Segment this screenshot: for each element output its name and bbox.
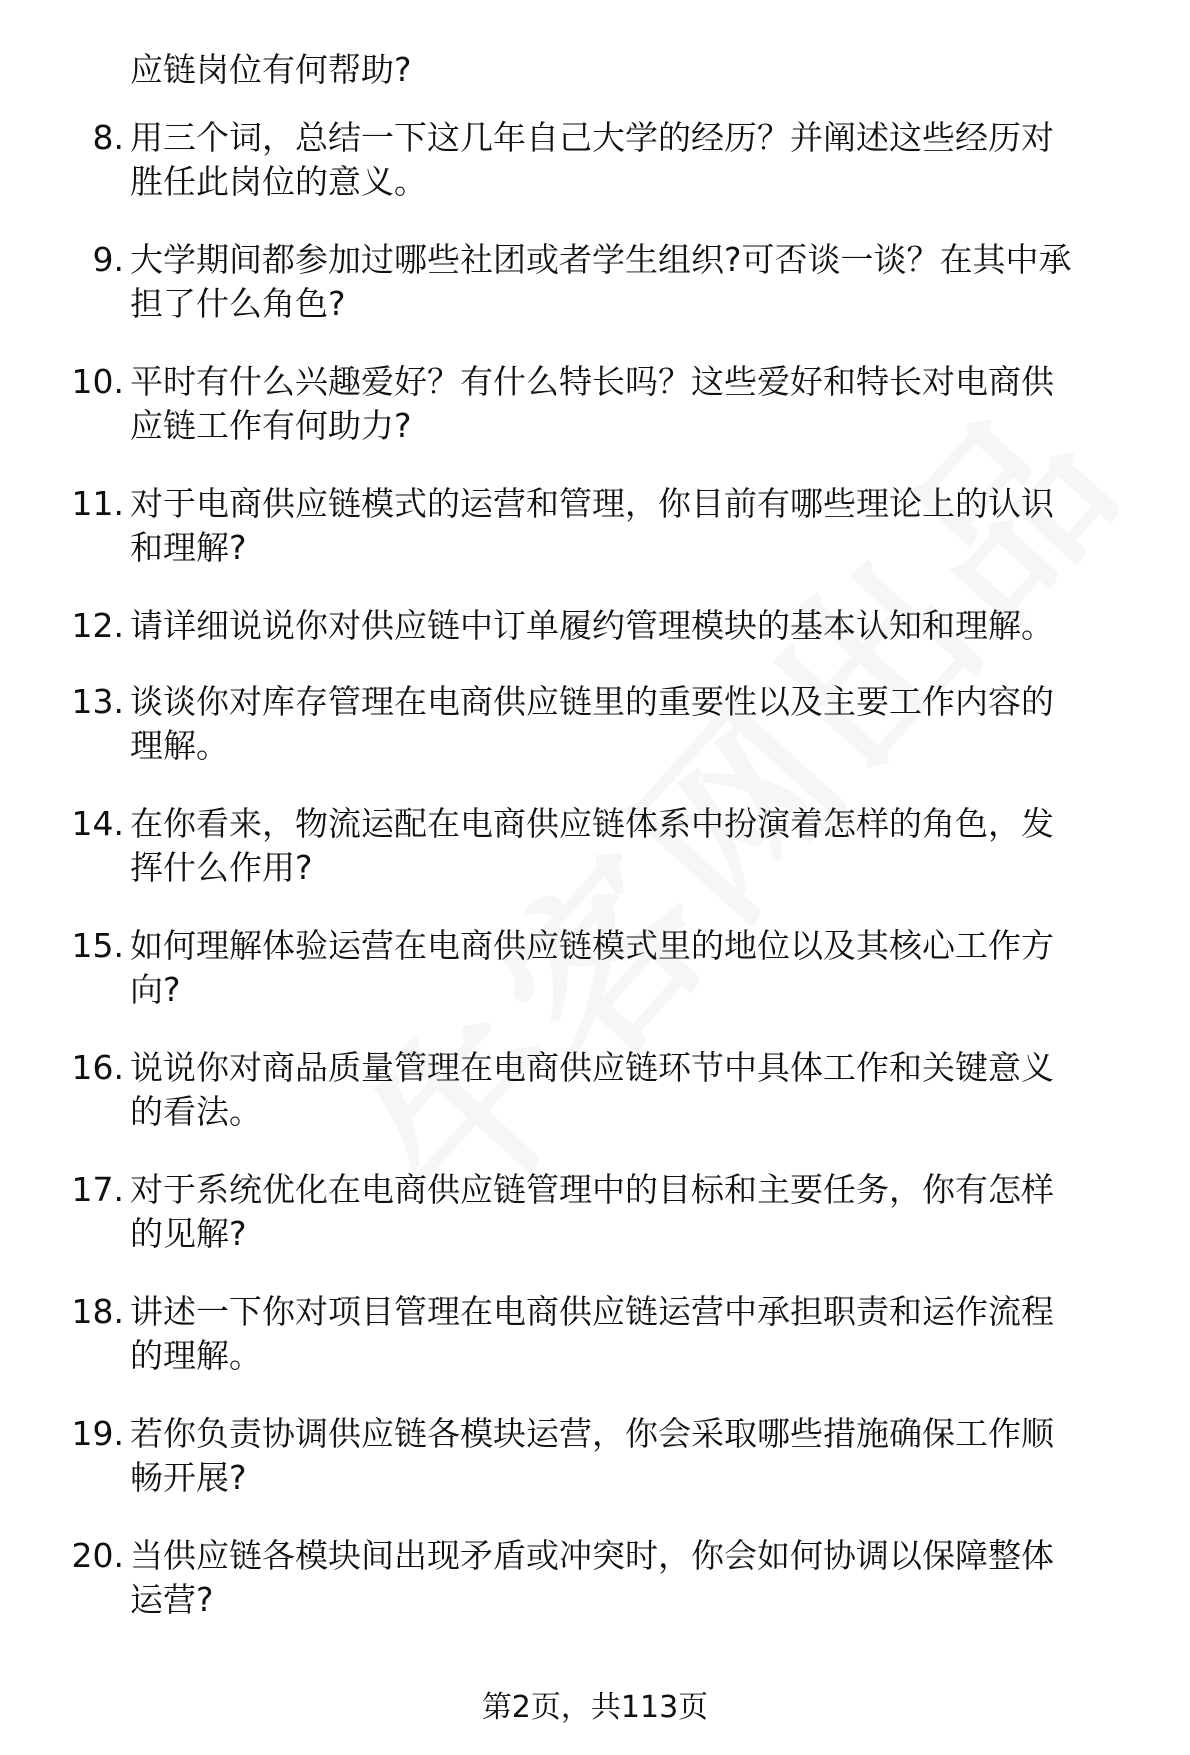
question-number: 8. <box>92 118 124 157</box>
question-number: 9. <box>92 240 124 279</box>
question-text <box>130 1168 1170 1256</box>
question-line: 应链工作有何助力? <box>130 406 412 445</box>
question-number: 12. <box>71 606 124 645</box>
question-line: 如何理解体验运营在电商供应链模式里的地位以及其核心工作方 <box>130 926 1054 965</box>
question-number: 14. <box>71 804 124 843</box>
question-text <box>130 604 1170 648</box>
question-text <box>130 1534 1170 1622</box>
question-line: 的见解? <box>130 1214 247 1253</box>
question-number: 18. <box>71 1292 124 1331</box>
question-text <box>130 238 1170 326</box>
question-line: 运营? <box>130 1580 214 1619</box>
question-text <box>130 116 1170 204</box>
question-text <box>130 360 1170 448</box>
question-line: 在你看来，物流运配在电商供应链体系中扮演着怎样的角色，发 <box>130 804 1054 843</box>
question-number: 19. <box>71 1414 124 1453</box>
question-line: 担了什么角色? <box>130 284 346 323</box>
question-line: 平时有什么兴趣爱好？有什么特长吗？这些爱好和特长对电商供 <box>130 362 1054 401</box>
question-text <box>130 482 1170 570</box>
question-number: 11. <box>71 484 124 523</box>
question-line: 对于电商供应链模式的运营和管理，你目前有哪些理论上的认识 <box>130 484 1054 523</box>
question-line: 用三个词，总结一下这几年自己大学的经历？并阐述这些经历对 <box>130 118 1054 157</box>
page-footer: 第2页，共113页 <box>481 1690 709 1725</box>
question-text <box>130 48 1170 92</box>
question-number: 17. <box>71 1170 124 1209</box>
question-line: 应链岗位有何帮助? <box>130 50 412 89</box>
question-line: 请详细说说你对供应链中订单履约管理模块的基本认知和理解。 <box>130 606 1054 645</box>
question-number: 10. <box>71 362 124 401</box>
question-line: 讲述一下你对项目管理在电商供应链运营中承担职责和运作流程 <box>130 1292 1054 1331</box>
question-text <box>130 1412 1170 1500</box>
question-line: 理解。 <box>130 726 229 765</box>
question-text <box>130 1290 1170 1378</box>
question-number: 16. <box>71 1048 124 1087</box>
question-number: 20. <box>71 1536 124 1575</box>
question-line: 当供应链各模块间出现矛盾或冲突时，你会如何协调以保障整体 <box>130 1536 1054 1575</box>
question-line: 挥什么作用? <box>130 848 313 887</box>
question-line: 谈谈你对库存管理在电商供应链里的重要性以及主要工作内容的 <box>130 682 1054 721</box>
question-line: 向? <box>130 970 181 1009</box>
question-line: 大学期间都参加过哪些社团或者学生组织?可否谈一谈？在其中承 <box>130 240 1072 279</box>
question-text <box>130 924 1170 1012</box>
question-line: 的理解。 <box>130 1336 262 1375</box>
question-line: 畅开展? <box>130 1458 247 1497</box>
question-line: 对于系统优化在电商供应链管理中的目标和主要任务，你有怎样 <box>130 1170 1054 1209</box>
question-line: 的看法。 <box>130 1092 262 1131</box>
question-number: 15. <box>71 926 124 965</box>
question-number: 13. <box>71 682 124 721</box>
question-text <box>130 680 1170 768</box>
question-line: 若你负责协调供应链各模块运营，你会采取哪些措施确保工作顺 <box>130 1414 1054 1453</box>
question-text <box>130 802 1170 890</box>
question-line: 胜任此岗位的意义。 <box>130 162 427 201</box>
question-line: 说说你对商品质量管理在电商供应链环节中具体工作和关键意义 <box>130 1048 1054 1087</box>
question-line: 和理解? <box>130 528 247 567</box>
question-text <box>130 1046 1170 1134</box>
